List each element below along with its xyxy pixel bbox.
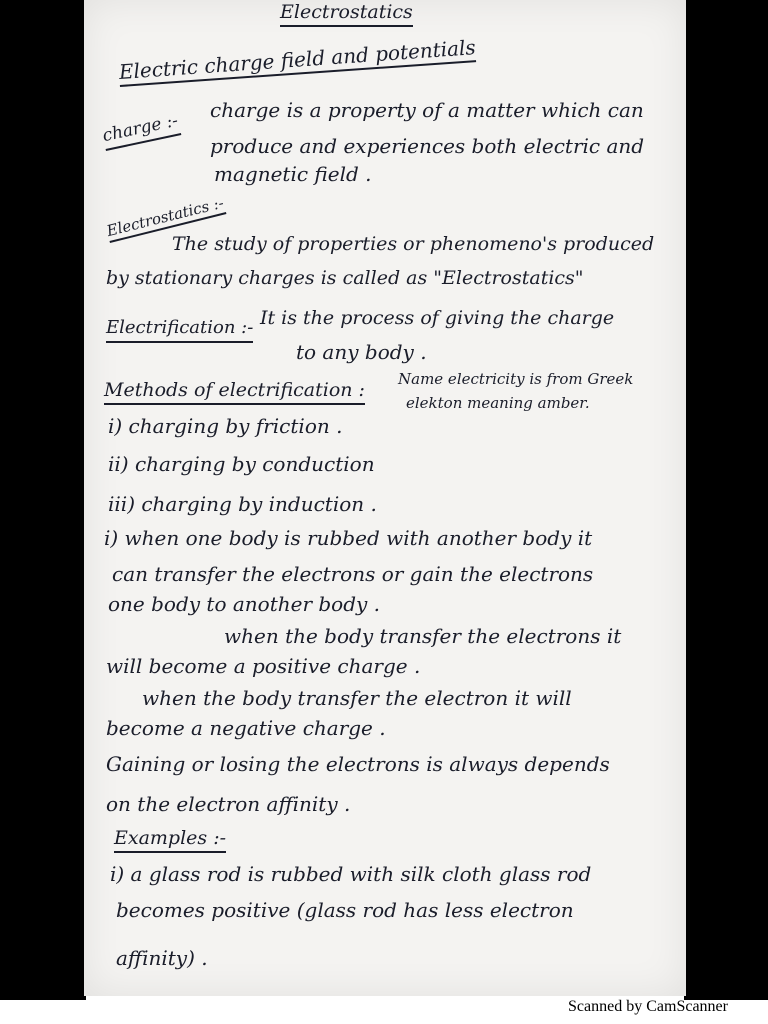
right-border — [684, 0, 768, 1000]
notebook-page — [84, 0, 686, 996]
methods-label: Methods of electrification : — [104, 378, 365, 405]
explanation-line-2: can transfer the electrons or gain the electrons — [112, 562, 594, 586]
explanation-line-5: will become a positive charge . — [106, 654, 421, 678]
method-item-3: iii) charging by induction . — [108, 492, 377, 516]
explanation-line-8: Gaining or losing the electrons is always depends — [106, 752, 610, 776]
methods-note-line-2: elekton meaning amber. — [406, 394, 590, 412]
electrostatics-label: Electrostatics :- — [105, 194, 226, 243]
explanation-line-3: one body to another body . — [108, 592, 381, 616]
method-item-1: i) charging by friction . — [108, 414, 343, 438]
charge-label: charge :- — [100, 109, 181, 151]
left-border — [0, 0, 86, 1000]
examples-line-1: i) a glass rod is rubbed with silk cloth glass rod — [110, 862, 592, 886]
explanation-line-6: when the body transfer the electron it will — [142, 686, 572, 710]
page-title: Electrostatics — [280, 0, 413, 27]
methods-note-line-1: Name electricity is from Greek — [398, 370, 634, 388]
explanation-line-9: on the electron affinity . — [106, 792, 351, 816]
method-item-2: ii) charging by conduction — [108, 452, 375, 476]
electrification-line-1: It is the process of giving the charge — [260, 307, 615, 329]
examples-line-3: affinity) . — [116, 946, 208, 970]
explanation-line-7: become a negative charge . — [106, 716, 386, 740]
electrostatics-line-1: The study of properties or phenomeno's produced — [172, 233, 655, 255]
charge-line-3: magnetic field . — [214, 162, 372, 186]
charge-line-1: charge is a property of a matter which can — [210, 98, 644, 122]
scanner-watermark: Scanned by CamScanner — [568, 998, 728, 1015]
charge-line-2: produce and experiences both electric and — [210, 134, 645, 158]
electrification-line-2: to any body . — [296, 340, 427, 364]
examples-line-2: becomes positive (glass rod has less electron — [116, 898, 574, 922]
electrification-label: Electrification :- — [106, 316, 253, 343]
explanation-line-1: i) when one body is rubbed with another body it — [104, 526, 593, 550]
examples-label: Examples :- — [114, 826, 226, 853]
explanation-line-4: when the body transfer the electrons it — [224, 624, 622, 648]
section-heading: Electric charge field and potentials — [118, 35, 476, 87]
electrostatics-line-2: by stationary charges is called as "Electrostatics" — [106, 267, 584, 289]
